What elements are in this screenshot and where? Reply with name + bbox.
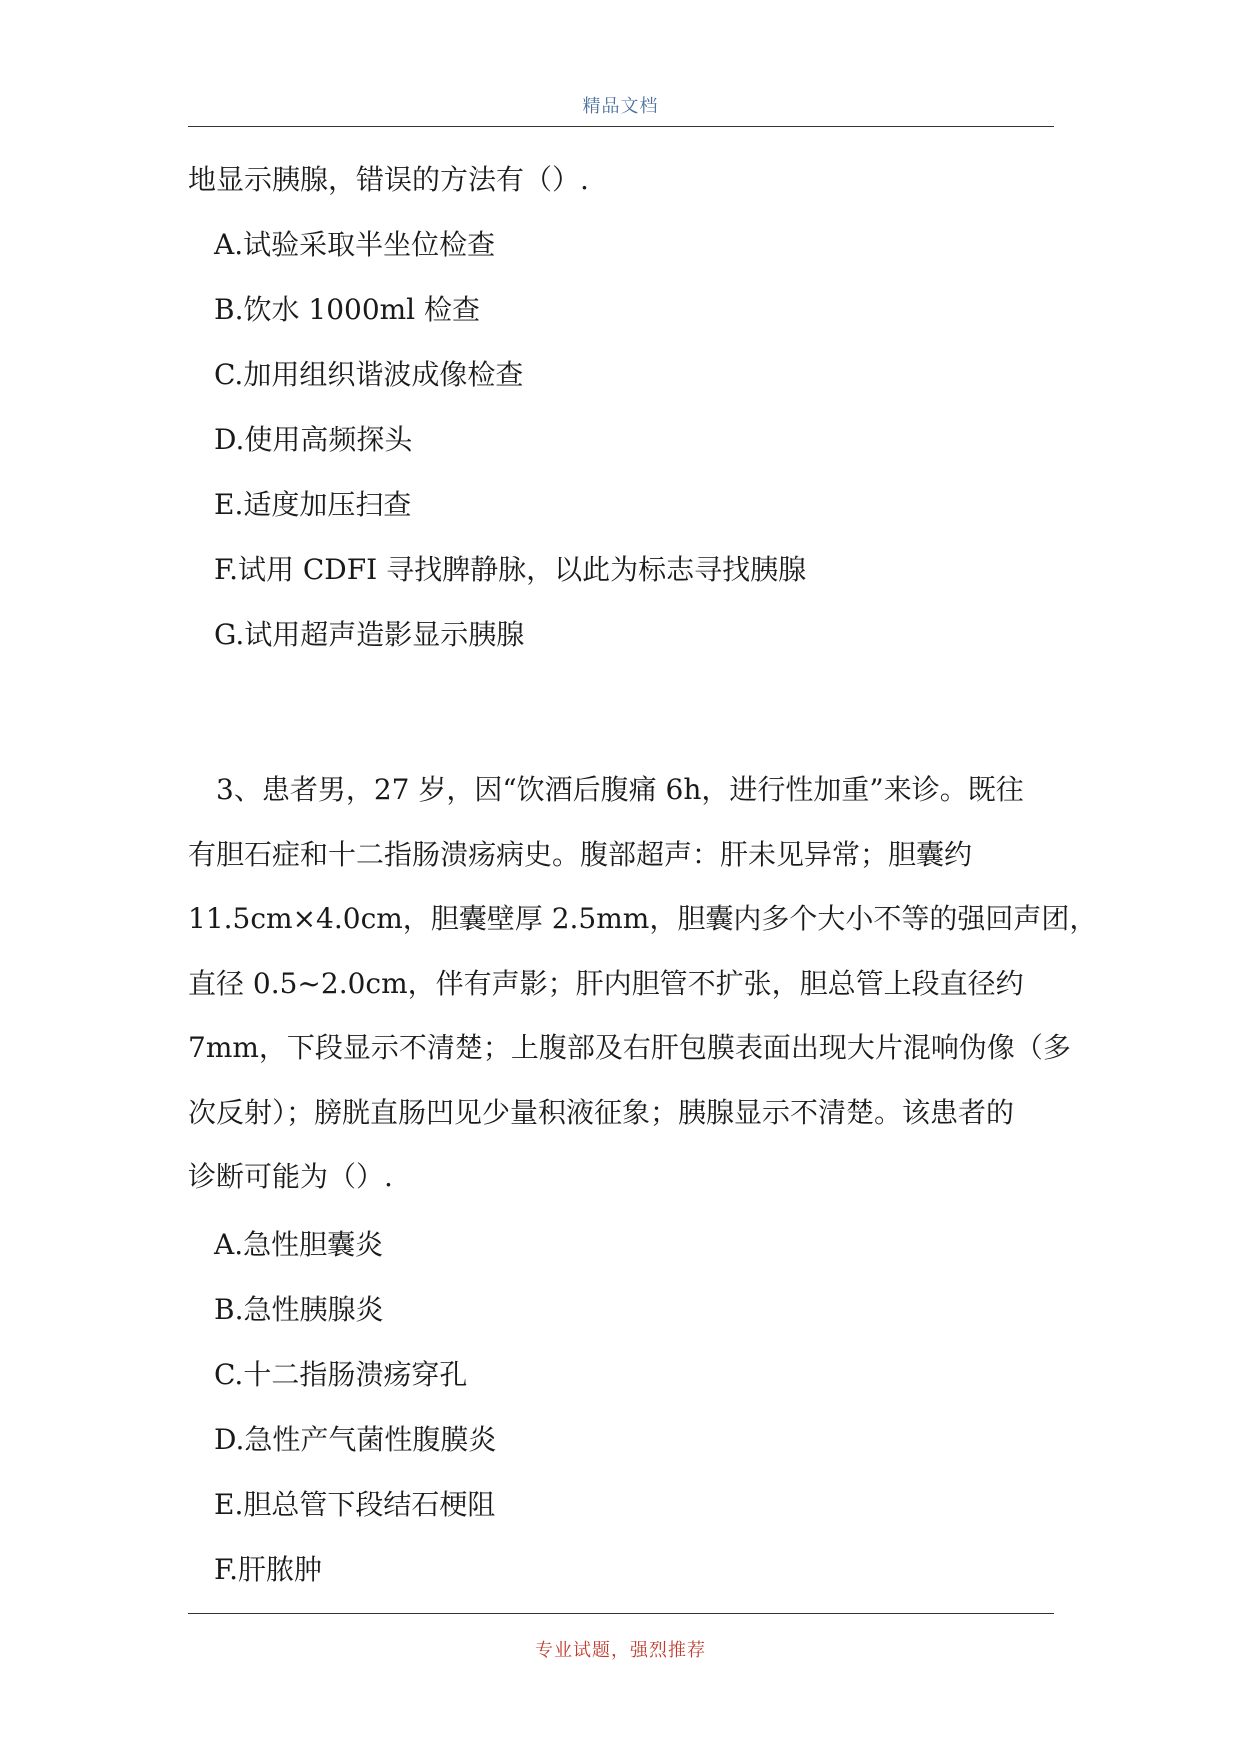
question-3-option-e: E.胆总管下段结石梗阻 [214,1487,496,1521]
page-footer-text: 专业试题，强烈推荐 [535,1640,706,1661]
question-3-option-d: D.急性产气菌性腹膜炎 [214,1422,497,1456]
question-3-option-b: B.急性胰腺炎 [214,1292,384,1326]
question-3-stem-line: 有胆石症和十二指肠溃疡病史。腹部超声：肝未见异常；胆囊约 [188,837,973,871]
question-3-stem-line: 7mm，下段显示不清楚；上腹部及右肝包膜表面出现大片混响伪像（多 [188,1031,1071,1064]
stem-options-spacer [188,1211,1054,1225]
question-2-option-a: A.试验采取半坐位检查 [214,228,496,261]
question-3-stem-line: 次反射）；膀胱直肠凹见少量积液征象；胰腺显示不清楚。该患者的 [188,1095,1015,1129]
question-2-option-b: B.饮水 1000ml 检查 [214,293,481,326]
question-3-stem-line: 诊断可能为（）. [188,1160,393,1193]
section-spacer [188,680,1054,758]
page-content [188,160,1098,1615]
question-3-stem-line: 3、患者男，27 岁，因“饮酒后腹痛 6h，进行性加重”来诊。既往 [216,773,1024,806]
question-3-stem [188,758,1098,1210]
question-2-option-f: F.试用 CDFI 寻找脾静脉，以此为标志寻找胰腺 [214,553,807,586]
question-3-stem-line: 直径 0.5~2.0cm，伴有声影；肝内胆管不扩张，胆总管上段直径约 [188,966,1024,1000]
question-2-option-d: D.使用高频探头 [214,423,413,456]
question-2-option-e: E.适度加压扫查 [214,488,412,521]
page-header-title: 精品文档 [582,96,659,117]
question-3-stem-line: 11.5cm×4.0cm，胆囊壁厚 2.5mm，胆囊内多个大小不等的强回声团， [188,902,1098,935]
question-3-option-f: F.肝脓肿 [214,1552,322,1586]
question-2-option-c: C.加用组织谐波成像检查 [214,358,524,391]
question-3-option-a: A.急性胆囊炎 [214,1227,384,1261]
header-divider [188,126,1054,127]
footer-divider [188,1613,1054,1614]
question-2-stem: 地显示胰腺，错误的方法有（）. [188,163,589,196]
question-2-option-g: G.试用超声造影显示胰腺 [214,618,525,651]
question-3-option-c: C.十二指肠溃疡穿孔 [214,1357,468,1391]
